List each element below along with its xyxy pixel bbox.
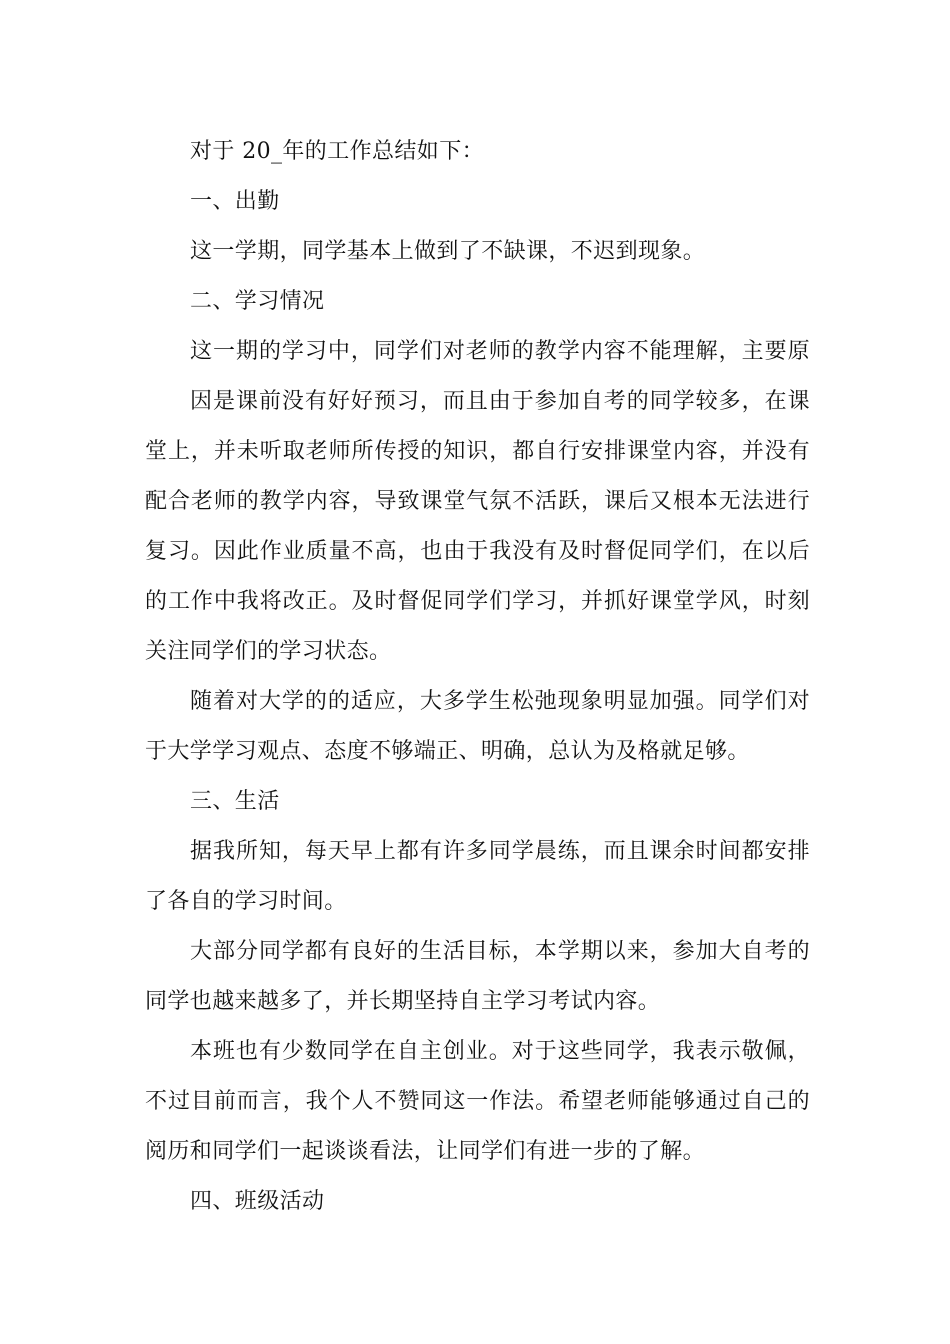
section-heading-life: 三、生活 [190,789,280,814]
study-paragraph-line: 配合老师的教学内容，导致课堂气氛不活跃，课后又根本无法进行 [145,489,810,514]
study-paragraph-line: 因是课前没有好好预习，而且由于参加自考的同学较多，在课 [190,389,810,414]
study-paragraph-line: 堂上，并未听取老师所传授的知识，都自行安排课堂内容，并没有 [145,439,810,464]
entrepreneurship-paragraph-line: 不过目前而言，我个人不赞同这一作法。希望老师能够通过自己的 [145,1089,810,1114]
study-paragraph-line: 关注同学们的学习状态。 [145,639,392,664]
life-paragraph-line: 据我所知，每天早上都有许多同学晨练，而且课余时间都安排 [190,839,810,864]
intro-line: 对于 20_年的工作总结如下： [190,139,484,164]
adaptation-paragraph-line: 于大学学习观点、态度不够端正、明确，总认为及格就足够。 [145,739,750,764]
section-heading-class-activities: 四、班级活动 [190,1189,325,1214]
goals-paragraph-line: 同学也越来越多了，并长期坚持自主学习考试内容。 [145,989,661,1014]
study-paragraph-line: 复习。因此作业质量不高，也由于我没有及时督促同学们，在以后 [145,539,810,564]
goals-paragraph-line: 大部分同学都有良好的生活目标，本学期以来，参加大自考的 [190,939,810,964]
study-paragraph-line: 这一期的学习中，同学们对老师的教学内容不能理解，主要原 [190,339,810,364]
study-paragraph-line: 的工作中我将改正。及时督促同学们学习，并抓好课堂学风，时刻 [145,589,810,614]
attendance-paragraph: 这一学期，同学基本上做到了不缺课，不迟到现象。 [190,239,706,264]
entrepreneurship-paragraph-line: 本班也有少数同学在自主创业。对于这些同学，我表示敬佩， [190,1039,810,1064]
section-heading-attendance: 一、出勤 [190,189,280,214]
life-paragraph-line: 了各自的学习时间。 [145,889,347,914]
adaptation-paragraph-line: 随着对大学的的适应，大多学生松弛现象明显加强。同学们对 [190,689,810,714]
entrepreneurship-paragraph-line: 阅历和同学们一起谈谈看法，让同学们有进一步的了解。 [145,1139,706,1164]
section-heading-study: 二、学习情况 [190,289,325,314]
